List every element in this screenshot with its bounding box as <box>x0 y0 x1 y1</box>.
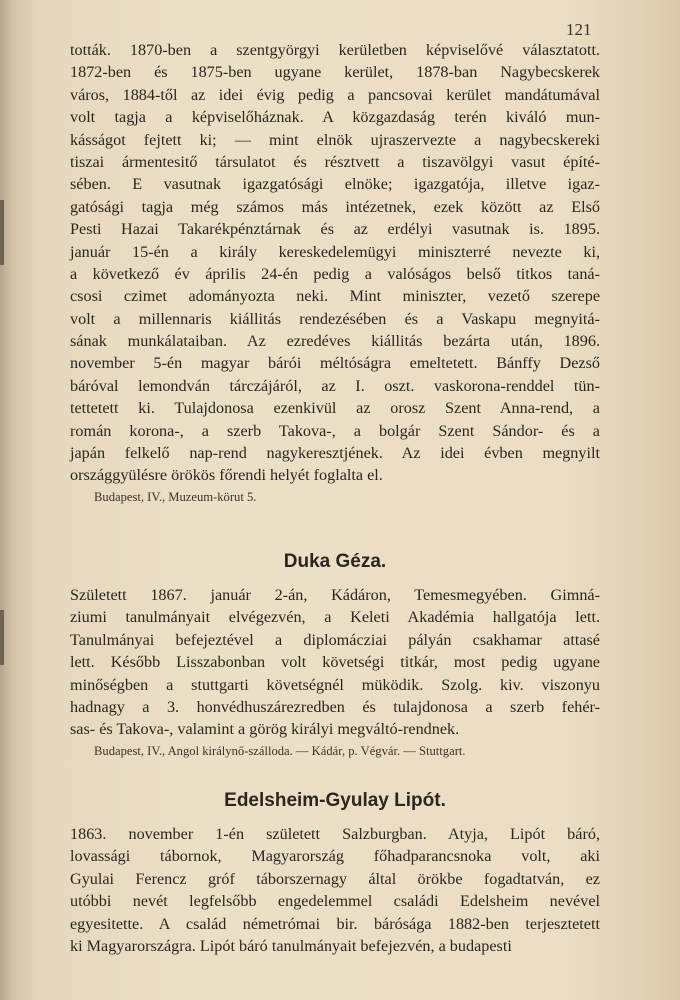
text-line: egyesitette. A család németrómai bir. bárósága 1882-ben terjesztetett <box>70 914 600 933</box>
text-line: 1863. november 1-én született Salzburgban. Atyja, Lipót báró, <box>70 825 600 843</box>
text-line: sának munkálataiban. Az ezredéves kiállitás bezárta után, 1896. <box>70 332 600 351</box>
text-line: hadnagy a 3. honvédhuszárezredben és tulajdonosa a szerb fehér- <box>70 697 600 716</box>
entry-heading-edelsheim: Edelsheim-Gyulay Lipót. <box>224 790 446 811</box>
binding-edge <box>0 200 4 265</box>
text-line: utóbbi nevét legfelsőbb engedelemmel családi Edelsheim nevével <box>70 892 600 911</box>
address-line: Budapest, IV., Muzeum-körut 5. <box>94 489 257 504</box>
text-line: minőségben a stuttgarti követségnél müködik. Szolg. kiv. viszonyu <box>70 675 600 694</box>
text-line: ziumi tanulmányait elvégezvén, a Keleti Akadémia hallgatója lett. <box>70 608 600 627</box>
text-line: ki Magyarországra. Lipót báró tanulmányait befejezvén, a budapesti <box>70 936 512 955</box>
text-line: november 5-én magyar bárói méltóságra emeltetett. Bánffy Dezső <box>70 354 600 373</box>
paragraph <box>70 39 600 487</box>
text-line: japán felkelő nap-rend nagykeresztjének. Az idei évben megnyilt <box>70 444 600 463</box>
text-line: tiszai ármentesitő társulatot és résztvett a tiszavölgyi vasut építé- <box>70 152 600 171</box>
text-line: volt tagja a képviselőháznak. A közgazdaság terén kiváló mun- <box>70 108 600 127</box>
text-line: országgyülésre örökös főrendi helyét foglalta el. <box>70 466 383 485</box>
paragraph <box>70 584 600 741</box>
text-line: báróval lemondván tárczájáról, az I. oszt. vaskorona-renddel tün- <box>70 376 600 395</box>
text-line: tettetett ki. Tulajdonosa ezenkivül az orosz Szent Anna-rend, a <box>70 399 600 418</box>
text-line: Pesti Hazai Takarékpénztárnak és az erdélyi vasutnak is. 1895. <box>70 220 600 239</box>
text-line: 1872-ben és 1875-ben ugyane kerület, 1878-ban Nagybecskerek <box>70 63 600 82</box>
text-line: volt a millennaris kiállitás rendezésében és a Vaskapu megnyitá- <box>70 309 600 328</box>
text-line: csosi czimet adományozta neki. Mint miniszter, vezető szerepe <box>70 287 600 306</box>
text-line: Tanulmányai befejeztével a diplomácziai pályán csakhamar attasé <box>70 630 600 649</box>
text-line: gatósági tagja még számos más intézetnek, ezek között az Első <box>70 197 600 216</box>
text-line: sében. E vasutnak igazgatósági elnöke; igazgatója, illetve igaz- <box>70 175 600 194</box>
text-line: lett. Később Lisszabonban volt követségi titkár, most pedig ugyane <box>70 653 600 672</box>
paragraph <box>70 823 600 957</box>
text-line: román korona-, a szerb Takova-, a bolgár Szent Sándor- és a <box>70 421 600 440</box>
text-line: lovassági tábornok, Magyarország főhadparancsnoka volt, aki <box>70 847 600 866</box>
entry-heading-duka: Duka Géza. <box>283 551 387 572</box>
binding-edge <box>0 610 4 665</box>
address-line: Budapest, IV., Angol királynő-szálloda. — Kádár, p. Végvár. — Stuttgart. <box>94 743 466 758</box>
text-line: a következő év április 24-én pedig a valóságos belső titkos taná- <box>70 264 600 283</box>
section-duka <box>70 584 600 761</box>
text-line: Gyulai Ferencz gróf táborszernagy által örökbe fogadtatván, ez <box>70 869 600 888</box>
text-line: város, 1884-től az idei évig pedig a pancsovai kerület mandátumával <box>70 85 600 104</box>
section-edelsheim <box>70 823 600 957</box>
text-line: Született 1867. január 2-án, Kádáron, Temesmegyében. Gimná- <box>70 586 600 604</box>
section-continuation <box>70 39 600 507</box>
text-line: kásságot fejtett ki; — mint elnök ujraszervezte a nagybecskereki <box>70 130 600 149</box>
text-line: tották. 1870-ben a szentgyörgyi kerületben képviselővé választatott. <box>70 41 600 59</box>
text-line: január 15-én a király kereskedelemügyi miniszterré nevezte ki, <box>70 242 600 261</box>
text-line: sas- és Takova-, valamint a görög királyi megváltó-rendnek. <box>70 720 460 739</box>
page-number: 121 <box>566 20 592 39</box>
